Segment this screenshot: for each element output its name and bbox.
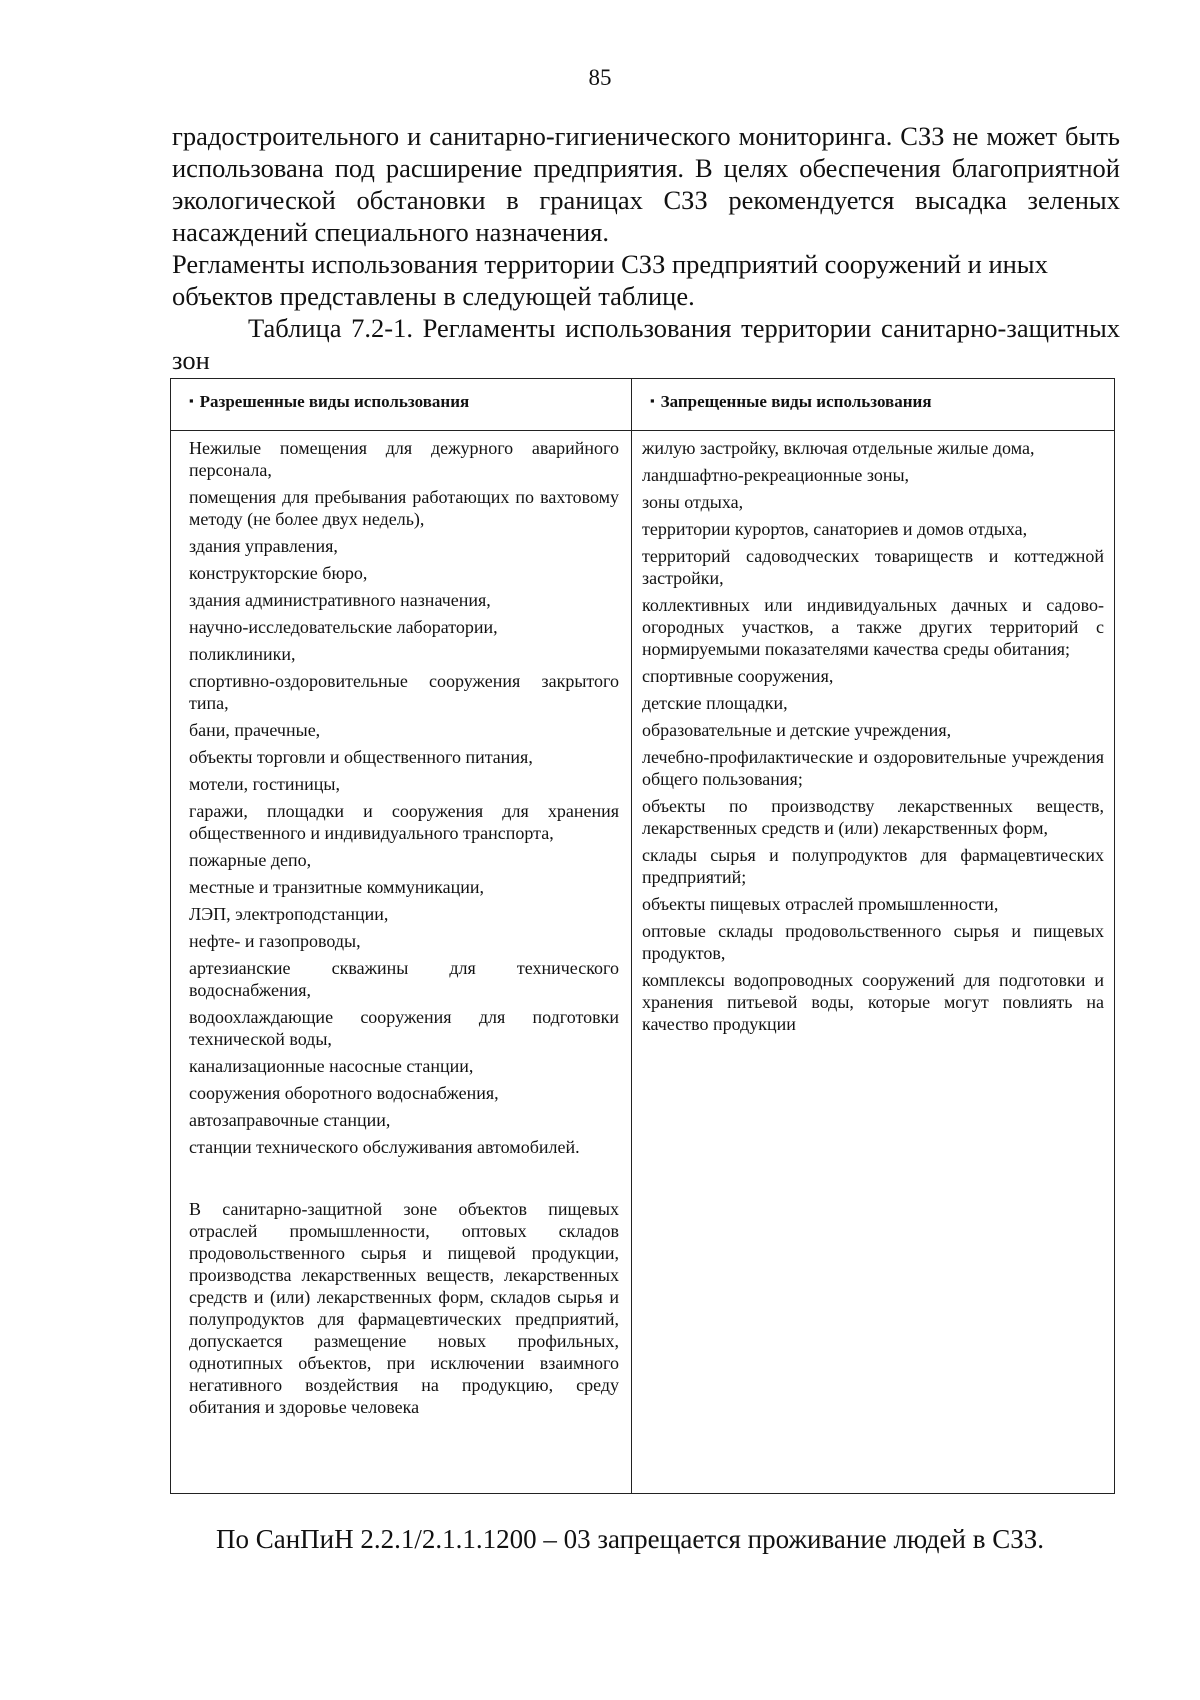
list-item: объекты пищевых отраслей промышленности, <box>642 894 999 914</box>
regulations-table <box>170 378 1115 1494</box>
list-item: нефте- и газопроводы, <box>189 931 361 951</box>
list-item: детские площадки, <box>642 693 788 713</box>
paragraph-monitoring: градостроительного и санитарно-гигиенического мониторинга. СЗЗ не может быть использована под расширение предприятия. В целях обеспечения благоприятной экологической обстановки в границах СЗЗ рекомендуется высадка зеленых насаждений специального назначения. <box>172 121 1120 247</box>
list-item: артезианские скважины для технического водоснабжения, <box>189 958 619 1000</box>
list-item: жилую застройку, включая отдельные жилые дома, <box>642 438 1035 458</box>
list-item: спортивно-оздоровительные сооружения закрытого типа, <box>189 671 619 713</box>
list-item: местные и транзитные коммуникации, <box>189 877 484 897</box>
list-item: пожарные депо, <box>189 850 312 870</box>
list-item: здания административного назначения, <box>189 590 491 610</box>
list-item: комплексы водопроводных сооружений для подготовки и хранения питьевой воды, которые могут повлиять на качество продукции <box>642 970 1104 1034</box>
list-item: поликлиники, <box>189 644 296 664</box>
allowed-list <box>189 437 619 1158</box>
list-item: образовательные и детские учреждения, <box>642 720 952 740</box>
list-item: водоохлаждающие сооружения для подготовки технической воды, <box>189 1007 619 1049</box>
list-item: объекты торговли и общественного питания, <box>189 747 533 767</box>
list-item: склады сырья и полупродуктов для фармацевтических предприятий; <box>642 845 1104 887</box>
list-item: спортивные сооружения, <box>642 666 834 686</box>
forbidden-list <box>642 437 1104 1035</box>
list-item: ЛЭП, электроподстанции, <box>189 904 389 924</box>
bullet-icon: ▪ <box>650 393 655 408</box>
header-forbidden-label: Запрещенные виды использования <box>660 392 932 411</box>
page-number: 85 <box>588 65 612 90</box>
list-item: здания управления, <box>189 536 338 556</box>
footer-statement: По СанПиН 2.2.1/2.1.1.1200 – 03 запрещается проживание людей в СЗЗ. <box>215 1524 1045 1554</box>
list-item: научно-исследовательские лаборатории, <box>189 617 498 637</box>
bullet-icon: ▪ <box>189 393 194 408</box>
list-item: сооружения оборотного водоснабжения, <box>189 1083 499 1103</box>
header-forbidden <box>632 379 1115 431</box>
list-item: территорий садоводческих товариществ и коттеджной застройки, <box>642 546 1104 588</box>
list-item: ландшафтно-рекреационные зоны, <box>642 465 910 485</box>
forbidden-cell <box>632 431 1115 1494</box>
list-item: мотели, гостиницы, <box>189 774 340 794</box>
list-item: помещения для пребывания работающих по вахтовому методу (не более двух недель), <box>189 487 619 529</box>
paragraph-regulations-intro: Регламенты использования территории СЗЗ предприятий сооружений и иных объектов представлены в следующей таблице. <box>172 249 1048 311</box>
list-item: канализационные насосные станции, <box>189 1056 474 1076</box>
list-item: станции технического обслуживания автомобилей. <box>189 1137 580 1157</box>
list-item: гаражи, площадки и сооружения для хранения общественного и индивидуального транспорта, <box>189 801 619 843</box>
header-allowed-label: Разрешенные виды использования <box>199 392 470 411</box>
list-item: Нежилые помещения для дежурного аварийного персонала, <box>189 438 619 480</box>
allowed-cell <box>171 431 632 1494</box>
list-item: бани, прачечные, <box>189 720 321 740</box>
list-item: коллективных или индивидуальных дачных и садово-огородных участков, а также других территорий с нормируемыми показателями качества среды обитания; <box>642 595 1104 659</box>
table-caption: Таблица 7.2-1. Регламенты использования территории санитарно-защитных зон <box>172 313 1120 375</box>
list-item: территории курортов, санаториев и домов отдыха, <box>642 519 1028 539</box>
list-item: лечебно-профилактические и оздоровительные учреждения общего пользования; <box>642 747 1104 789</box>
list-item: зоны отдыха, <box>642 492 744 512</box>
list-item: объекты по производству лекарственных веществ, лекарственных средств и (или) лекарственных форм, <box>642 796 1104 838</box>
list-item: автозаправочные станции, <box>189 1110 391 1130</box>
table-header-row <box>171 379 1115 431</box>
table-body-row <box>171 431 1115 1494</box>
list-item: оптовые склады продовольственного сырья и пищевых продуктов, <box>642 921 1104 963</box>
allowed-note: В санитарно-защитной зоне объектов пищевых отраслей промышленности, оптовых складов продовольственного сырья и пищевой продукции, производства лекарственных веществ, лекарственных средств и (или) лекарственных форм, складов сырья и полупродуктов для фармацевтических предприятий, допускается размещение новых профильных, однотипных объектов, при исключении взаимного негативного воздействия на продукцию, среду обитания и здоровье человека <box>189 1199 619 1417</box>
header-allowed <box>171 379 632 431</box>
list-item: конструкторские бюро, <box>189 563 368 583</box>
